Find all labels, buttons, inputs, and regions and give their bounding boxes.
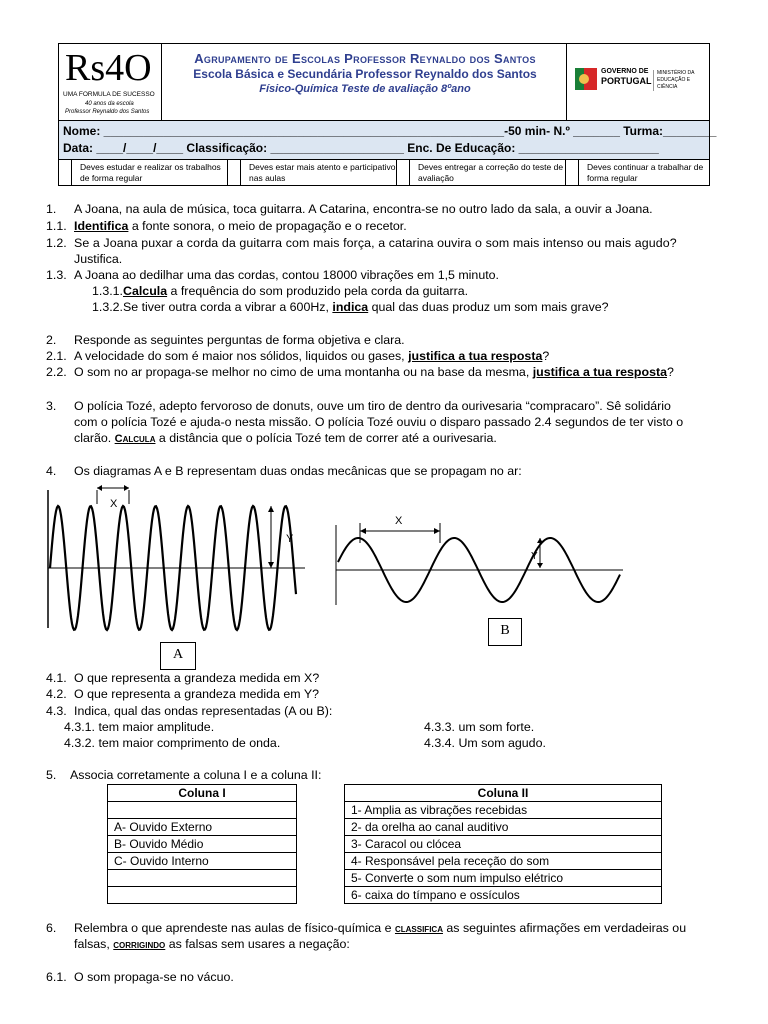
- question-number: 2.2.: [46, 365, 67, 379]
- keyword-identifica: Identifica: [74, 219, 129, 233]
- keyword-calcula: Calcula: [114, 433, 156, 445]
- question-4-3-1: 4.3.1. tem maior amplitude.: [64, 720, 215, 734]
- keyword-justifica: justifica a tua resposta: [408, 349, 543, 363]
- school-logo: [59, 44, 162, 120]
- logo-line-2: 40 anos da escola: [85, 101, 134, 107]
- column-ii-cell: 4- Responsável pela receção do som: [345, 853, 662, 870]
- government-logo: [566, 44, 709, 120]
- checkbox-correction[interactable]: [397, 160, 410, 186]
- wave-b-x-label: X: [395, 515, 403, 527]
- column-i-table: [107, 784, 297, 904]
- keyword-calcula: Calcula: [123, 284, 168, 298]
- feedback-attention: Deves estar mais atento e participativo nas aulas: [241, 160, 397, 186]
- feedback-checkboxes: [59, 160, 709, 187]
- gov-text-1: GOVERNO DE: [601, 68, 649, 75]
- group-title: Agrupamento de Escolas Professor Reynaldo dos Santos: [194, 51, 536, 66]
- question-text: O que representa a grandeza medida em X?: [74, 671, 320, 685]
- column-ii-cell: 2- da orelha ao canal auditivo: [345, 819, 662, 836]
- column-i-header: Coluna I: [108, 785, 297, 802]
- question-text: a distância que o polícia Tozé tem de correr até a ourivesaria.: [155, 431, 497, 445]
- question-4-3-4: 4.3.4. Um som agudo.: [424, 736, 546, 750]
- wave-a-label-box: A: [160, 642, 196, 670]
- question-4-3-2: 4.3.2. tem maior comprimento de onda.: [64, 736, 281, 750]
- question-number: 1.3.1.: [92, 284, 124, 298]
- question-text: Se a Joana puxar a corda da guitarra com mais força, a catarina ouvira o som mais intenso ou mais agudo?: [74, 236, 677, 250]
- question-number: 2.: [46, 333, 57, 347]
- wave-a-y-label: Y: [286, 533, 294, 545]
- column-ii-table: [344, 784, 662, 904]
- question-mark: ?: [542, 349, 550, 363]
- question-number: 1.: [46, 202, 57, 216]
- question-3-line-3: [74, 430, 497, 447]
- keyword-classifica: classifica: [394, 923, 443, 935]
- question-text: O polícia Tozé, adepto fervoroso de donuts, ouve um tiro de dentro da ourivesaria “compracaro”. Sê solidário: [74, 399, 671, 413]
- question-text: as falsas sem usares a negação:: [165, 937, 350, 951]
- portugal-shield-icon: [575, 68, 597, 90]
- gov-text-2: PORTUGAL: [601, 76, 652, 86]
- logo-slogan: UMA FORMULA DE SUCESSO: [63, 91, 155, 98]
- logo-text: Rs4O: [65, 47, 152, 89]
- column-ii-cell: 3- Caracol ou clócea: [345, 836, 662, 853]
- question-text: A velocidade do som é maior nos sólidos, liquidos ou gases,: [74, 349, 409, 363]
- question-text: O som propaga-se no vácuo.: [74, 970, 234, 984]
- keyword-corrigindo: corrigindo: [113, 939, 166, 951]
- question-number: 4.3.: [46, 704, 67, 718]
- question-number: 6.: [46, 921, 57, 935]
- question-number: 4.2.: [46, 687, 67, 701]
- wave-a-x-label: X: [110, 498, 118, 510]
- question-text: Os diagramas A e B representam duas ondas mecânicas que se propagam no ar:: [74, 464, 522, 478]
- checkbox-continue[interactable]: [566, 160, 579, 186]
- question-text: 1.3.2.Se tiver outra corda a vibrar a 600Hz,: [92, 300, 333, 314]
- question-text: a fonte sonora, o meio de propagação e o recetor.: [128, 219, 407, 233]
- column-ii-header: Coluna II: [345, 785, 662, 802]
- date-field-row[interactable]: Data: ____/____/____ Classificação: ____________________ Enc. De Educação: _____________________: [63, 141, 659, 155]
- question-number: 3.: [46, 399, 57, 413]
- column-ii-cell: 5- Converte o som num impulso elétrico: [345, 870, 662, 887]
- feedback-study: Deves estudar e realizar os trabalhos de forma regular: [72, 160, 228, 186]
- column-i-cell: C- Ouvido Interno: [108, 853, 297, 870]
- question-number: 1.2.: [46, 236, 67, 250]
- question-text: Indica, qual das ondas representadas (A ou B):: [74, 704, 333, 718]
- checkbox-attention[interactable]: [228, 160, 241, 186]
- question-text: O que representa a grandeza medida em Y?: [74, 687, 319, 701]
- question-number: 2.1.: [46, 349, 67, 363]
- question-1-3-2: [92, 299, 609, 315]
- question-number: 4.: [46, 464, 57, 478]
- feedback-continue: Deves continuar a trabalhar de forma regular: [587, 162, 704, 183]
- question-text: Responde as seguintes perguntas de forma objetiva e clara.: [74, 333, 405, 347]
- wave-b-label-box: B: [488, 618, 522, 646]
- keyword-justifica: justifica a tua resposta: [532, 365, 667, 379]
- school-name: Escola Básica e Secundária Professor Reynaldo dos Santos: [193, 67, 537, 81]
- wave-b-y-label: Y: [531, 551, 538, 562]
- question-text: Associa corretamente a coluna I e a coluna II:: [70, 768, 322, 782]
- question-number: 6.1.: [46, 970, 67, 984]
- question-number: 1.3.: [46, 268, 67, 282]
- test-name: Físico-Química Teste de avaliação 8ºano: [259, 83, 471, 95]
- question-text: as seguintes afirmações em verdadeiras ou: [442, 921, 687, 935]
- column-i-cell: [108, 870, 297, 887]
- logo-line-3: Professor Reynaldo dos Santos: [65, 109, 150, 115]
- name-field-row[interactable]: Nome: ____________________________________________________________-50 min- N.º _______ Turma:________: [63, 124, 717, 138]
- column-i-cell: A- Ouvido Externo: [108, 819, 297, 836]
- question-text: a frequência do som produzido pela corda da guitarra.: [167, 284, 469, 298]
- question-mark: ?: [666, 365, 674, 379]
- student-fields: [59, 120, 717, 160]
- column-ii-cell: 6- caixa do tímpano e ossículos: [345, 887, 662, 904]
- question-6-block: [46, 920, 726, 1000]
- ministry-text: MINISTÉRIO DA EDUCAÇÃO E CIÊNCIA: [653, 70, 711, 91]
- question-number: 5.: [46, 768, 57, 782]
- question-1-2-justify: Justifica.: [74, 252, 123, 266]
- wave-diagram-a: [40, 478, 310, 668]
- wave-diagram-b: [328, 505, 628, 615]
- question-6-line-2: [74, 936, 350, 953]
- question-4-3-3: 4.3.3. um som forte.: [424, 720, 535, 734]
- column-i-cell: [108, 802, 297, 819]
- question-text: A Joana, na aula de música, toca guitarra. A Catarina, encontra-se no outro lado da sala, a ouvir a Joana.: [74, 202, 653, 216]
- question-1-3-1: [92, 283, 468, 299]
- exam-header: [58, 43, 717, 186]
- column-i-cell: B- Ouvido Médio: [108, 836, 297, 853]
- question-3-line-2: com o polícia Tozé e ajuda-o nesta missão. O polícia Tozé ouviu o disparo passado 2.4 segundos de ter visto o: [74, 415, 684, 429]
- question-text: clarão.: [74, 431, 115, 445]
- feedback-correction: Deves entregar a correção do teste de avaliação: [410, 160, 566, 186]
- checkbox-study[interactable]: [59, 160, 72, 186]
- header-title-block: [162, 44, 568, 120]
- question-text: qual das duas produz um som mais grave?: [368, 300, 609, 314]
- question-text: falsas,: [74, 937, 114, 951]
- question-text: O som no ar propaga-se melhor no cimo de uma montanha ou na base da mesma,: [74, 365, 533, 379]
- column-ii-cell: 1- Amplia as vibrações recebidas: [345, 802, 662, 819]
- question-text: Relembra o que aprendeste nas aulas de físico-química e: [74, 921, 395, 935]
- question-number: 4.1.: [46, 671, 67, 685]
- column-i-cell: [108, 887, 297, 904]
- question-number: 1.1.: [46, 219, 67, 233]
- question-text: A Joana ao dedilhar uma das cordas, contou 18000 vibrações em 1,5 minuto.: [74, 268, 499, 282]
- keyword-indica: indica: [332, 300, 369, 314]
